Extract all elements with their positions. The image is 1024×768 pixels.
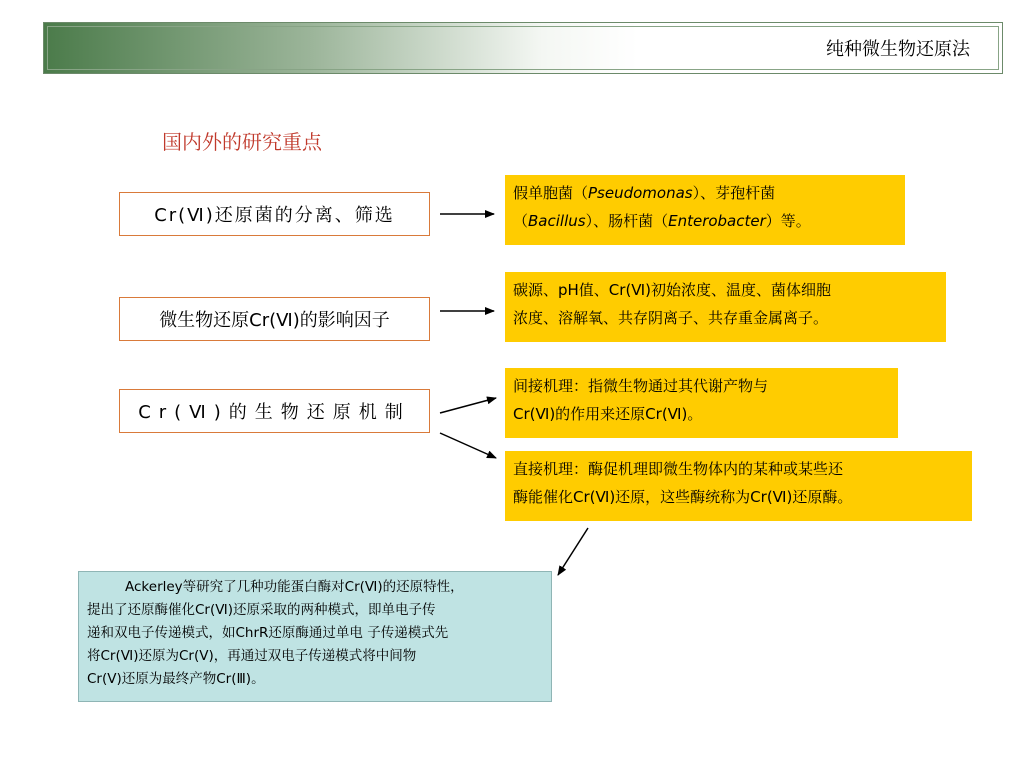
direct-line-2: 酶能催化Cr(Ⅵ)还原，这些酶统称为Cr(Ⅵ)还原酶。 (513, 488, 853, 506)
genus-pseudomonas: Pseudomonas (588, 184, 693, 202)
note-line-4: 将Cr(Ⅵ)还原为Cr(Ⅴ)，再通过双电子传递模式将中间物 (87, 648, 417, 664)
direct-line-1: 直接机理：酶促机理即微生物体内的某种或某些还 (513, 460, 844, 478)
header-title: 纯种微生物还原法 (826, 39, 970, 60)
strains-line-1: 假单胞菌（Pseudomonas）、芽孢杆菌 (513, 184, 776, 202)
section-title: 国内外的研究重点 (162, 130, 322, 154)
indirect-line-2: Cr(Ⅵ)的作用来还原Cr(Ⅵ)。 (513, 405, 703, 423)
topic-mechanism-label: Cr(Ⅵ)的生物还原机制 (138, 402, 411, 423)
topic-factors-label: 微生物还原Cr(Ⅵ)的影响因子 (159, 310, 390, 331)
note-line-5: Cr(Ⅴ)还原为最终产物Cr(Ⅲ)。 (87, 671, 265, 687)
note-line-2: 提出了还原酶催化Cr(Ⅵ)还原采取的两种模式，即单电子传 (87, 602, 436, 618)
arrow-indirect (440, 398, 496, 413)
arrow-direct (440, 433, 496, 458)
note-line-1: Ackerley等研究了几种功能蛋白酶对Cr(Ⅵ)的还原特性， (125, 579, 464, 595)
factors-line-2: 浓度、溶解氧、共存阴离子、共存重金属离子。 (513, 309, 829, 327)
strains-line-2: （Bacillus）、肠杆菌（Enterobacter）等。 (513, 212, 811, 230)
genus-enterobacter: Enterobacter (668, 212, 766, 230)
note-line-3: 递和双电子传递模式，如ChrR还原酶通过单电 子传递模式先 (87, 625, 449, 641)
indirect-line-1: 间接机理：指微生物通过其代谢产物与 (513, 377, 769, 395)
arrow-note (558, 528, 588, 575)
genus-bacillus: Bacillus (528, 212, 586, 230)
topic-isolation-label: Cr(Ⅵ)还原菌的分离、筛选 (154, 205, 395, 226)
factors-line-1: 碳源、pH值、Cr(Ⅵ)初始浓度、温度、菌体细胞 (513, 281, 831, 299)
